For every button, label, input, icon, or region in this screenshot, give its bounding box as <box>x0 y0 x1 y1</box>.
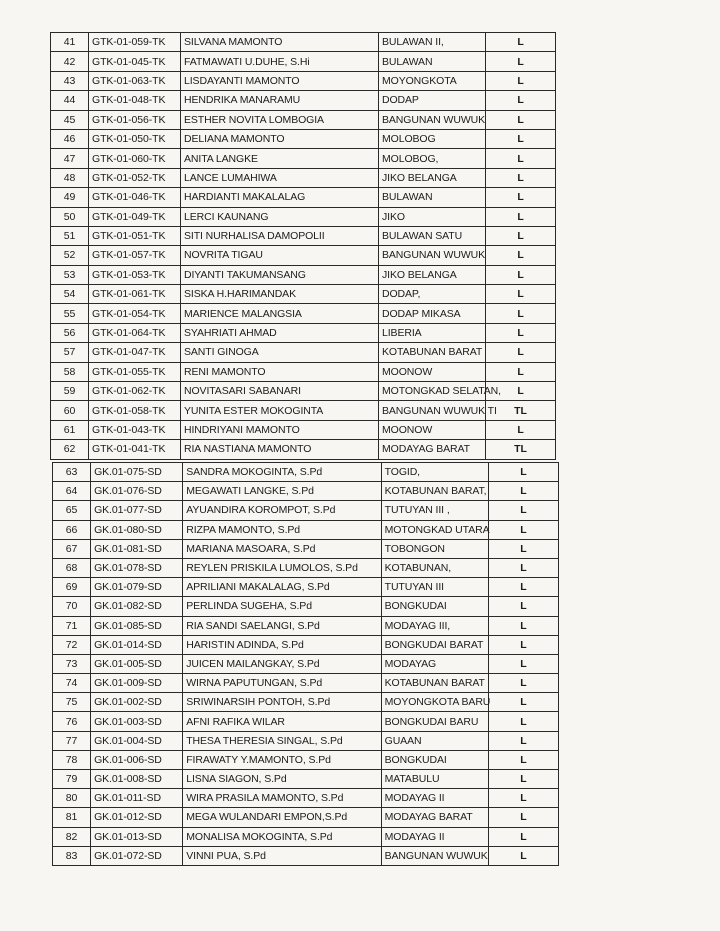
staff-name: LANCE LUMAHIWA <box>181 168 379 187</box>
status-code: L <box>486 362 556 381</box>
roster-table-tk-body <box>51 33 556 460</box>
staff-name: AYUANDIRA KOROMPOT, S.Pd <box>183 501 381 520</box>
table-row <box>51 246 556 265</box>
status-code: L <box>486 52 556 71</box>
status-code: L <box>488 558 558 577</box>
village-name: MATABULU <box>381 770 488 789</box>
table-row <box>53 693 559 712</box>
table-row <box>51 323 556 342</box>
staff-code: GTK-01-055-TK <box>89 362 181 381</box>
staff-code: GK.01-082-SD <box>91 597 183 616</box>
table-row <box>53 827 559 846</box>
staff-name: NOVITASARI SABANARI <box>181 382 379 401</box>
status-code: L <box>488 539 558 558</box>
staff-code: GTK-01-060-TK <box>89 149 181 168</box>
staff-name: SANTI GINOGA <box>181 343 379 362</box>
village-name: BONGKUDAI <box>381 597 488 616</box>
staff-name: NOVRITA TIGAU <box>181 246 379 265</box>
table-row <box>51 207 556 226</box>
staff-name: YUNITA ESTER MOKOGINTA <box>181 401 379 420</box>
table-row <box>51 168 556 187</box>
status-code: L <box>488 520 558 539</box>
table-row <box>53 578 559 597</box>
staff-name: DIYANTI TAKUMANSANG <box>181 265 379 284</box>
status-code: L <box>488 827 558 846</box>
staff-code: GTK-01-043-TK <box>89 420 181 439</box>
table-row <box>53 539 559 558</box>
status-code: TL <box>486 401 556 420</box>
status-code: L <box>488 597 558 616</box>
staff-code: GK.01-009-SD <box>91 674 183 693</box>
status-code: L <box>488 731 558 750</box>
table-row <box>53 808 559 827</box>
row-number: 56 <box>51 323 89 342</box>
row-number: 51 <box>51 226 89 245</box>
village-name: MOYONGKOTA BARU <box>381 693 488 712</box>
status-code: L <box>486 343 556 362</box>
staff-name: AFNI RAFIKA WILAR <box>183 712 381 731</box>
status-code: L <box>488 578 558 597</box>
status-code: L <box>486 246 556 265</box>
staff-name: APRILIANI MAKALALAG, S.Pd <box>183 578 381 597</box>
status-code: L <box>488 616 558 635</box>
staff-code: GTK-01-057-TK <box>89 246 181 265</box>
village-name: MODAYAG II <box>381 789 488 808</box>
row-number: 79 <box>53 770 91 789</box>
row-number: 70 <box>53 597 91 616</box>
row-number: 47 <box>51 149 89 168</box>
roster-table-sd-body <box>53 463 559 866</box>
table-row <box>51 285 556 304</box>
row-number: 72 <box>53 635 91 654</box>
village-name: MOONOW <box>379 420 486 439</box>
status-code: L <box>488 808 558 827</box>
staff-code: GK.01-006-SD <box>91 750 183 769</box>
table-row <box>51 52 556 71</box>
status-code: L <box>486 382 556 401</box>
status-code: L <box>488 693 558 712</box>
village-name: BANGUNAN WUWUK <box>379 110 486 129</box>
staff-name: WIRA PRASILA MAMONTO, S.Pd <box>183 789 381 808</box>
staff-name: HARDIANTI MAKALALAG <box>181 188 379 207</box>
village-name: BULAWAN II, <box>379 33 486 52</box>
staff-code: GTK-01-051-TK <box>89 226 181 245</box>
row-number: 76 <box>53 712 91 731</box>
village-name: KOTABUNAN BARAT, <box>381 482 488 501</box>
row-number: 52 <box>51 246 89 265</box>
row-number: 43 <box>51 71 89 90</box>
village-name: KOTABUNAN BARAT <box>379 343 486 362</box>
row-number: 83 <box>53 846 91 865</box>
staff-name: VINNI PUA, S.Pd <box>183 846 381 865</box>
row-number: 50 <box>51 207 89 226</box>
table-row <box>53 674 559 693</box>
staff-code: GTK-01-058-TK <box>89 401 181 420</box>
staff-name: DELIANA MAMONTO <box>181 129 379 148</box>
row-number: 66 <box>53 520 91 539</box>
status-code: L <box>488 674 558 693</box>
village-name: BULAWAN <box>379 188 486 207</box>
village-name: LIBERIA <box>379 323 486 342</box>
status-code: L <box>488 654 558 673</box>
row-number: 60 <box>51 401 89 420</box>
status-code: L <box>488 770 558 789</box>
village-name: BANGUNAN WUWUK <box>379 246 486 265</box>
table-row <box>53 731 559 750</box>
village-name: MOLOBOG <box>379 129 486 148</box>
table-row <box>51 149 556 168</box>
staff-name: HENDRIKA MANARAMU <box>181 91 379 110</box>
staff-code: GTK-01-048-TK <box>89 91 181 110</box>
staff-code: GTK-01-045-TK <box>89 52 181 71</box>
village-name: MODAYAG III, <box>381 616 488 635</box>
village-name: GUAAN <box>381 731 488 750</box>
table-row <box>51 188 556 207</box>
village-name: MODAYAG BARAT <box>379 440 486 459</box>
village-name: MOYONGKOTA <box>379 71 486 90</box>
staff-code: GK.01-011-SD <box>91 789 183 808</box>
table-row <box>53 597 559 616</box>
row-number: 74 <box>53 674 91 693</box>
row-number: 55 <box>51 304 89 323</box>
row-number: 49 <box>51 188 89 207</box>
staff-name: MEGA WULANDARI EMPON,S.Pd <box>183 808 381 827</box>
staff-name: FIRAWATY Y.MAMONTO, S.Pd <box>183 750 381 769</box>
row-number: 80 <box>53 789 91 808</box>
status-code: L <box>488 750 558 769</box>
row-number: 65 <box>53 501 91 520</box>
village-name: TUTUYAN III <box>381 578 488 597</box>
staff-name: MARIANA MASOARA, S.Pd <box>183 539 381 558</box>
village-name: BANGUNAN WUWUK TI <box>379 401 486 420</box>
village-name: JIKO BELANGA <box>379 265 486 284</box>
staff-name: SILVANA MAMONTO <box>181 33 379 52</box>
village-name: MODAYAG II <box>381 827 488 846</box>
staff-name: RIZPA MAMONTO, S.Pd <box>183 520 381 539</box>
staff-code: GTK-01-041-TK <box>89 440 181 459</box>
staff-code: GK.01-085-SD <box>91 616 183 635</box>
village-name: MODAYAG <box>381 654 488 673</box>
table-row <box>53 520 559 539</box>
staff-code: GTK-01-056-TK <box>89 110 181 129</box>
status-code: L <box>486 188 556 207</box>
staff-name: FATMAWATI U.DUHE, S.Hi <box>181 52 379 71</box>
table-row <box>53 616 559 635</box>
table-row <box>53 654 559 673</box>
table-row <box>53 770 559 789</box>
staff-name: SANDRA MOKOGINTA, S.Pd <box>183 463 381 482</box>
roster-table-tk <box>50 32 556 460</box>
status-code: L <box>488 712 558 731</box>
row-number: 42 <box>51 52 89 71</box>
row-number: 53 <box>51 265 89 284</box>
table-row <box>53 846 559 865</box>
staff-name: HARISTIN ADINDA, S.Pd <box>183 635 381 654</box>
staff-code: GK.01-005-SD <box>91 654 183 673</box>
village-name: MOONOW <box>379 362 486 381</box>
status-code: L <box>486 33 556 52</box>
staff-code: GTK-01-054-TK <box>89 304 181 323</box>
staff-name: SITI NURHALISA DAMOPOLII <box>181 226 379 245</box>
village-name: KOTABUNAN, <box>381 558 488 577</box>
row-number: 45 <box>51 110 89 129</box>
staff-code: GK.01-072-SD <box>91 846 183 865</box>
staff-code: GK.01-079-SD <box>91 578 183 597</box>
staff-code: GTK-01-059-TK <box>89 33 181 52</box>
table-row <box>53 750 559 769</box>
staff-code: GK.01-014-SD <box>91 635 183 654</box>
staff-code: GTK-01-047-TK <box>89 343 181 362</box>
staff-code: GTK-01-064-TK <box>89 323 181 342</box>
staff-name: THESA THERESIA SINGAL, S.Pd <box>183 731 381 750</box>
row-number: 67 <box>53 539 91 558</box>
staff-name: LISDAYANTI MAMONTO <box>181 71 379 90</box>
row-number: 69 <box>53 578 91 597</box>
table-row <box>51 362 556 381</box>
row-number: 63 <box>53 463 91 482</box>
row-number: 68 <box>53 558 91 577</box>
status-code: L <box>486 129 556 148</box>
row-number: 82 <box>53 827 91 846</box>
staff-name: ANITA LANGKE <box>181 149 379 168</box>
village-name: DODAP, <box>379 285 486 304</box>
status-code: L <box>486 420 556 439</box>
row-number: 44 <box>51 91 89 110</box>
row-number: 54 <box>51 285 89 304</box>
village-name: BULAWAN SATU <box>379 226 486 245</box>
staff-name: RIA SANDI SAELANGI, S.Pd <box>183 616 381 635</box>
staff-code: GTK-01-046-TK <box>89 188 181 207</box>
village-name: MOLOBOG, <box>379 149 486 168</box>
staff-code: GK.01-077-SD <box>91 501 183 520</box>
village-name: BULAWAN <box>379 52 486 71</box>
status-code: L <box>488 789 558 808</box>
staff-name: RENI MAMONTO <box>181 362 379 381</box>
status-code: L <box>486 91 556 110</box>
row-number: 81 <box>53 808 91 827</box>
status-code: L <box>488 482 558 501</box>
table-row <box>51 91 556 110</box>
village-name: JIKO BELANGA <box>379 168 486 187</box>
row-number: 48 <box>51 168 89 187</box>
table-row <box>53 712 559 731</box>
staff-name: MONALISA MOKOGINTA, S.Pd <box>183 827 381 846</box>
staff-name: MEGAWATI LANGKE, S.Pd <box>183 482 381 501</box>
staff-name: MARIENCE MALANGSIA <box>181 304 379 323</box>
status-code: L <box>486 149 556 168</box>
staff-code: GTK-01-062-TK <box>89 382 181 401</box>
status-code: L <box>486 71 556 90</box>
village-name: MOTONGKAD SELATAN, <box>379 382 486 401</box>
table-row <box>53 635 559 654</box>
row-number: 64 <box>53 482 91 501</box>
staff-code: GTK-01-063-TK <box>89 71 181 90</box>
village-name: BONGKUDAI <box>381 750 488 769</box>
status-code: L <box>486 285 556 304</box>
staff-name: SISKA H.HARIMANDAK <box>181 285 379 304</box>
staff-code: GTK-01-052-TK <box>89 168 181 187</box>
table-row <box>51 382 556 401</box>
staff-code: GTK-01-050-TK <box>89 129 181 148</box>
status-code: L <box>486 304 556 323</box>
staff-name: SYAHRIATI AHMAD <box>181 323 379 342</box>
status-code: L <box>486 323 556 342</box>
status-code: L <box>488 501 558 520</box>
staff-name: SRIWINARSIH PONTOH, S.Pd <box>183 693 381 712</box>
staff-name: LERCI KAUNANG <box>181 207 379 226</box>
row-number: 61 <box>51 420 89 439</box>
village-name: BONGKUDAI BARAT <box>381 635 488 654</box>
table-row <box>53 501 559 520</box>
status-code: TL <box>486 440 556 459</box>
village-name: MODAYAG BARAT <box>381 808 488 827</box>
village-name: MOTONGKAD UTARA <box>381 520 488 539</box>
status-code: L <box>486 265 556 284</box>
staff-code: GK.01-002-SD <box>91 693 183 712</box>
village-name: TOGID, <box>381 463 488 482</box>
village-name: TUTUYAN III , <box>381 501 488 520</box>
staff-code: GK.01-012-SD <box>91 808 183 827</box>
staff-name: REYLEN PRISKILA LUMOLOS, S.Pd <box>183 558 381 577</box>
row-number: 71 <box>53 616 91 635</box>
staff-code: GK.01-078-SD <box>91 558 183 577</box>
row-number: 73 <box>53 654 91 673</box>
table-row <box>51 71 556 90</box>
village-name: KOTABUNAN BARAT <box>381 674 488 693</box>
row-number: 58 <box>51 362 89 381</box>
staff-name: JUICEN MAILANGKAY, S.Pd <box>183 654 381 673</box>
table-row <box>51 343 556 362</box>
row-number: 62 <box>51 440 89 459</box>
table-row <box>51 420 556 439</box>
staff-name: RIA NASTIANA MAMONTO <box>181 440 379 459</box>
status-code: L <box>486 168 556 187</box>
status-code: L <box>486 207 556 226</box>
table-row <box>51 33 556 52</box>
staff-code: GK.01-008-SD <box>91 770 183 789</box>
table-row <box>51 110 556 129</box>
staff-code: GK.01-081-SD <box>91 539 183 558</box>
village-name: TOBONGON <box>381 539 488 558</box>
staff-code: GK.01-003-SD <box>91 712 183 731</box>
row-number: 75 <box>53 693 91 712</box>
staff-code: GTK-01-053-TK <box>89 265 181 284</box>
status-code: L <box>488 635 558 654</box>
status-code: L <box>488 846 558 865</box>
status-code: L <box>488 463 558 482</box>
village-name: BONGKUDAI BARU <box>381 712 488 731</box>
village-name: DODAP MIKASA <box>379 304 486 323</box>
staff-code: GTK-01-061-TK <box>89 285 181 304</box>
staff-code: GK.01-013-SD <box>91 827 183 846</box>
staff-name: LISNA SIAGON, S.Pd <box>183 770 381 789</box>
table-row <box>53 463 559 482</box>
staff-code: GK.01-004-SD <box>91 731 183 750</box>
row-number: 46 <box>51 129 89 148</box>
table-row <box>53 558 559 577</box>
table-row <box>51 265 556 284</box>
table-row <box>51 401 556 420</box>
table-row <box>53 482 559 501</box>
staff-code: GK.01-076-SD <box>91 482 183 501</box>
status-code: L <box>486 226 556 245</box>
staff-name: WIRNA PAPUTUNGAN, S.Pd <box>183 674 381 693</box>
staff-code: GTK-01-049-TK <box>89 207 181 226</box>
status-code: L <box>486 110 556 129</box>
row-number: 41 <box>51 33 89 52</box>
table-row <box>51 440 556 459</box>
staff-code: GK.01-075-SD <box>91 463 183 482</box>
row-number: 59 <box>51 382 89 401</box>
row-number: 78 <box>53 750 91 769</box>
village-name: JIKO <box>379 207 486 226</box>
staff-code: GK.01-080-SD <box>91 520 183 539</box>
row-number: 77 <box>53 731 91 750</box>
village-name: BANGUNAN WUWUK <box>381 846 488 865</box>
roster-table-sd <box>52 462 559 866</box>
table-row <box>51 129 556 148</box>
staff-name: PERLINDA SUGEHA, S.Pd <box>183 597 381 616</box>
staff-name: HINDRIYANI MAMONTO <box>181 420 379 439</box>
table-row <box>51 304 556 323</box>
table-row <box>53 789 559 808</box>
staff-name: ESTHER NOVITA LOMBOGIA <box>181 110 379 129</box>
table-row <box>51 226 556 245</box>
village-name: DODAP <box>379 91 486 110</box>
row-number: 57 <box>51 343 89 362</box>
